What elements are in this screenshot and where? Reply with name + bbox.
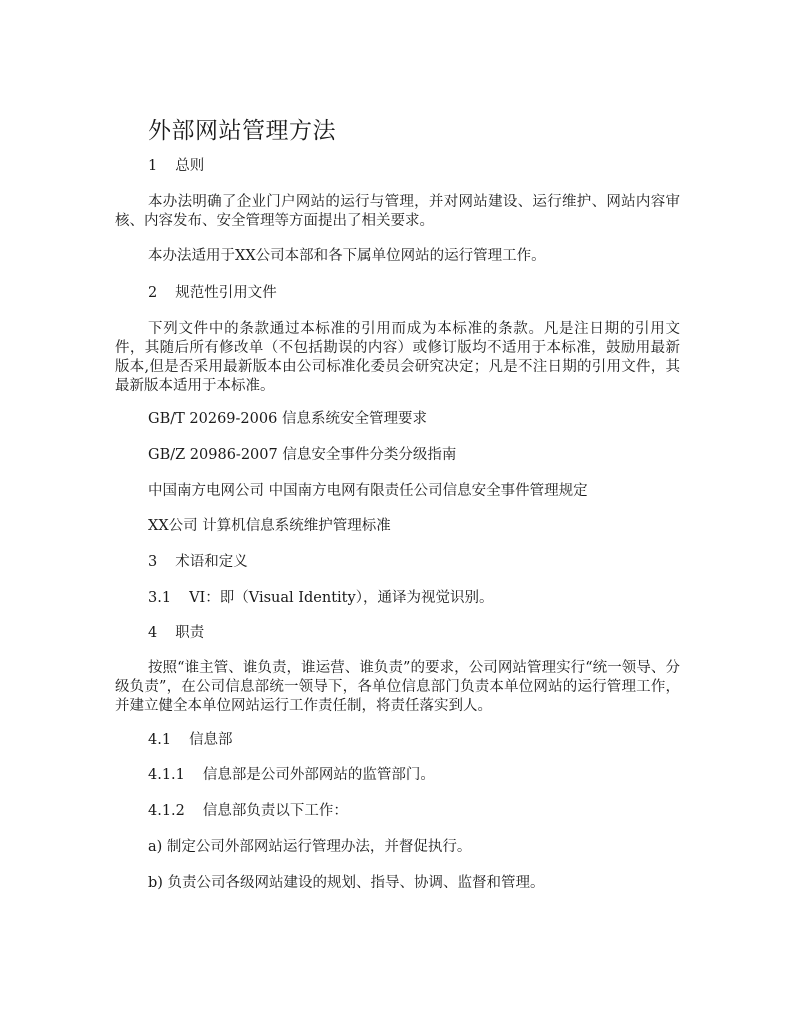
section-3-1-text: VI：即（Visual Identity），通译为视觉识别。 — [189, 590, 494, 606]
paragraph-responsibilities: 按照“谁主管、谁负责，谁运营、谁负责”的要求，公司网站管理实行“统一领导、分级负责”，在公司信息部统一领导下，各单位信息部门负责本单位网站的运行管理工作，并建立健全本单位网站运行工作责任制，将责任落实到人。 — [115, 660, 680, 714]
reference-item-2: GB/Z 20986-2007 信息安全事件分类分级指南 — [148, 447, 457, 463]
section-4-title: 职责 — [175, 625, 205, 641]
paragraph-normative-references: 下列文件中的条款通过本标准的引用而成为本标准的条款。凡是注日期的引用文件，其随后所有修改单（不包括勘误的内容）或修订版均不适用于本标准，鼓励用最新版本,但是否采用最新版本由公司标准化委员会研究决定；凡是不注日期的引用文件，其最新版本适用于本标准。 — [115, 321, 680, 394]
section-1-number: 1 — [148, 158, 158, 174]
section-3-number: 3 — [148, 554, 158, 570]
reference-item-3: 中国南方电网公司 中国南方电网有限责任公司信息安全事件管理规定 — [148, 483, 588, 499]
section-4-1-1-number: 4.1.1 — [148, 767, 185, 783]
paragraph-scope-intro: 本办法明确了企业门户网站的运行与管理，并对网站建设、运行维护、网站内容审核、内容发布、安全管理等方面提出了相关要求。 — [115, 194, 680, 229]
section-3-heading — [148, 553, 248, 572]
section-1-title: 总则 — [175, 158, 205, 174]
section-3-1-definition — [148, 589, 493, 608]
section-3-title: 术语和定义 — [175, 554, 248, 570]
reference-item-4: XX公司 计算机信息系统维护管理标准 — [148, 518, 391, 534]
section-1-heading — [148, 157, 204, 176]
section-4-heading — [148, 624, 204, 643]
section-3-1-number: 3.1 — [148, 590, 172, 606]
section-4-1-number: 4.1 — [148, 732, 172, 748]
section-2-title: 规范性引用文件 — [175, 285, 277, 301]
paragraph-applicability: 本办法适用于XX公司本部和各下属单位网站的运行管理工作。 — [148, 248, 546, 264]
section-4-1-1-text: 信息部是公司外部网站的监管部门。 — [202, 767, 435, 783]
section-4-number: 4 — [148, 625, 158, 641]
document-title: 外部网站管理方法 — [148, 118, 336, 144]
section-4-1-2-number: 4.1.2 — [148, 803, 185, 819]
section-4-1-2-clause — [148, 802, 348, 821]
reference-item-1: GB/T 20269-2006 信息系统安全管理要求 — [148, 411, 427, 427]
list-item-b: b) 负责公司各级网站建设的规划、指导、协调、监督和管理。 — [148, 875, 545, 891]
section-4-1-title: 信息部 — [189, 732, 233, 748]
list-item-a: a) 制定公司外部网站运行管理办法，并督促执行。 — [148, 839, 472, 855]
section-2-heading — [148, 284, 277, 303]
section-4-1-2-text: 信息部负责以下工作： — [202, 803, 348, 819]
section-2-number: 2 — [148, 285, 158, 301]
section-4-1-heading — [148, 731, 233, 750]
section-4-1-1-clause — [148, 766, 435, 785]
